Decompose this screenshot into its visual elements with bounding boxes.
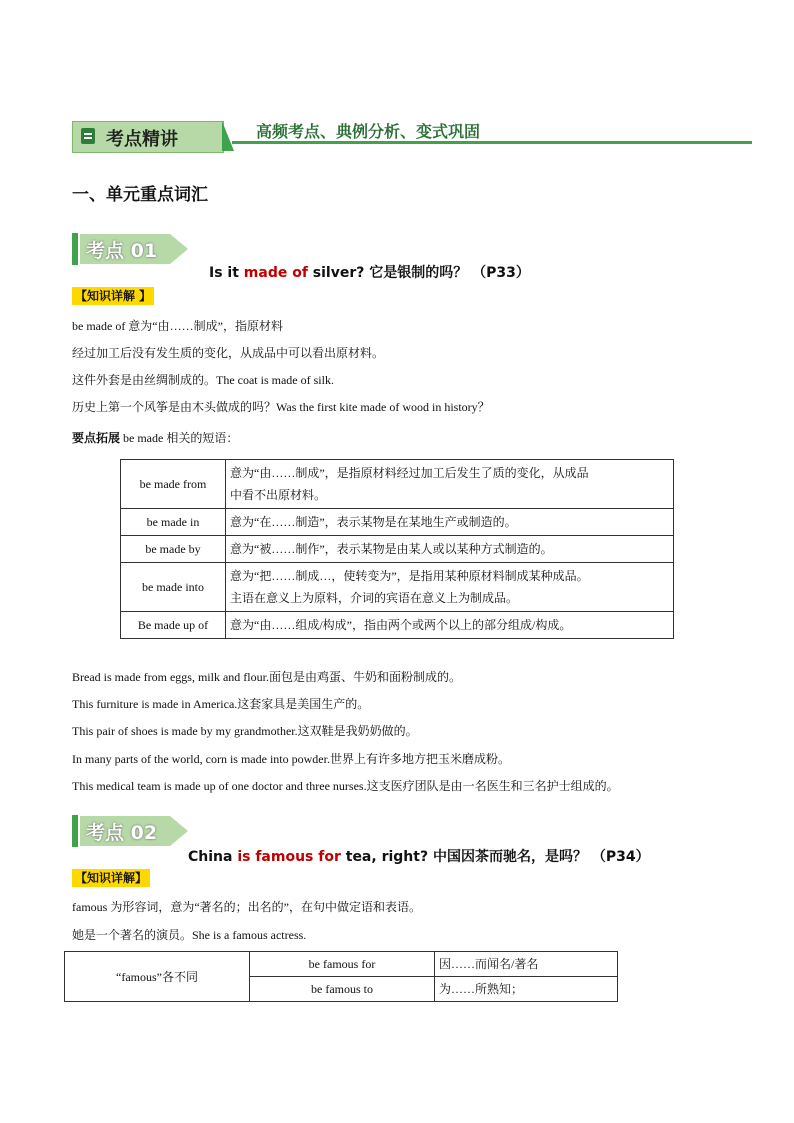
detail-tag: 【知识详解】 <box>72 869 150 887</box>
text-line: 历史上第一个风筝是由木头做成的吗？Was the first kite made of wood in history？ <box>72 400 490 414</box>
made-phrases-table <box>120 459 674 639</box>
point1-title: Is it made of silver? 它是银制的吗？ （P33） <box>209 265 530 281</box>
example-line: This furniture is made in America.这套家具是美国生产的。 <box>72 697 370 711</box>
text-line: 经过加工后没有发生质的变化，从成品中可以看出原材料。 <box>72 346 385 360</box>
example-line: This pair of shoes is made by my grandmother.这双鞋是我奶奶做的。 <box>72 724 418 738</box>
table-row <box>121 563 674 612</box>
detail-tag: 【知识详解 】 <box>72 287 154 305</box>
point-tag-label: 考点 02 <box>86 822 158 844</box>
example-line: Bread is made from eggs, milk and flour.面包是由鸡蛋、牛奶和面粉制成的。 <box>72 670 461 684</box>
meaning-cell: 意为“被……制作”，表示某物是由某人或以某种方式制造的。 <box>226 536 674 563</box>
point-tag-label: 考点 01 <box>86 240 158 262</box>
banner-title: 考点精讲 <box>106 129 178 150</box>
famous-table <box>64 951 618 1002</box>
table-row <box>65 952 618 977</box>
section-heading: 一、单元重点词汇 <box>72 185 208 205</box>
meaning-cell: 为……所熟知； <box>435 977 618 1002</box>
phrase-cell: be made from <box>121 460 226 509</box>
table-row <box>121 460 674 509</box>
meaning-cell: 意为“把……制成…，使转变为”，是指用某种原材料制成某种成品。 主语在意义上为原料，介词的宾语在意义上为制成品。 <box>226 563 674 612</box>
meaning-cell: 因……而闻名/著名 <box>435 952 618 977</box>
point2-title: China is famous for tea, right? 中国因茶而驰名，是吗？ （P34） <box>188 849 650 865</box>
text-line: 这件外套是由丝绸制成的。The coat is made of silk. <box>72 373 334 387</box>
banner-subtitle: 高频考点、典例分析、变式巩固 <box>256 122 481 141</box>
phrase-cell: be famous to <box>250 977 435 1002</box>
phrase-cell: be made into <box>121 563 226 612</box>
label-cell: “famous”各不同 <box>65 952 250 1002</box>
expand-label: 要点拓展 <box>72 431 121 445</box>
point-tag-01 <box>72 233 190 265</box>
meaning-cell: 意为“由……制成”，是指原材料经过加工后发生了质的变化，从成品 中看不出原材料。 <box>226 460 674 509</box>
example-line: This medical team is made up of one doctor and three nurses.这支医疗团队是由一名医生和三名护士组成的。 <box>72 779 619 793</box>
text-line: famous 为形容词，意为“著名的；出名的”，在句中做定语和表语。 <box>72 900 421 914</box>
point-tag-02 <box>72 815 190 847</box>
table-row <box>121 509 674 536</box>
expand-line: 要点拓展 be made 相关的短语： <box>72 431 239 445</box>
text-line: 她是一个著名的演员。She is a famous actress. <box>72 928 307 942</box>
book-icon <box>81 128 95 144</box>
phrase-cell: be famous for <box>250 952 435 977</box>
section-banner <box>72 121 752 153</box>
meaning-cell: 意为“在……制造”，表示某物是在某地生产或制造的。 <box>226 509 674 536</box>
phrase-cell: be made in <box>121 509 226 536</box>
table-row <box>121 612 674 639</box>
table-row <box>121 536 674 563</box>
example-line: In many parts of the world, corn is made into powder.世界上有许多地方把玉米磨成粉。 <box>72 752 510 766</box>
phrase-cell: be made by <box>121 536 226 563</box>
phrase-cell: Be made up of <box>121 612 226 639</box>
text-line: be made of 意为“由……制成”，指原材料 <box>72 319 283 333</box>
meaning-cell: 意为“由……组成/构成”，指由两个或两个以上的部分组成/构成。 <box>226 612 674 639</box>
banner-triangle <box>222 121 234 151</box>
